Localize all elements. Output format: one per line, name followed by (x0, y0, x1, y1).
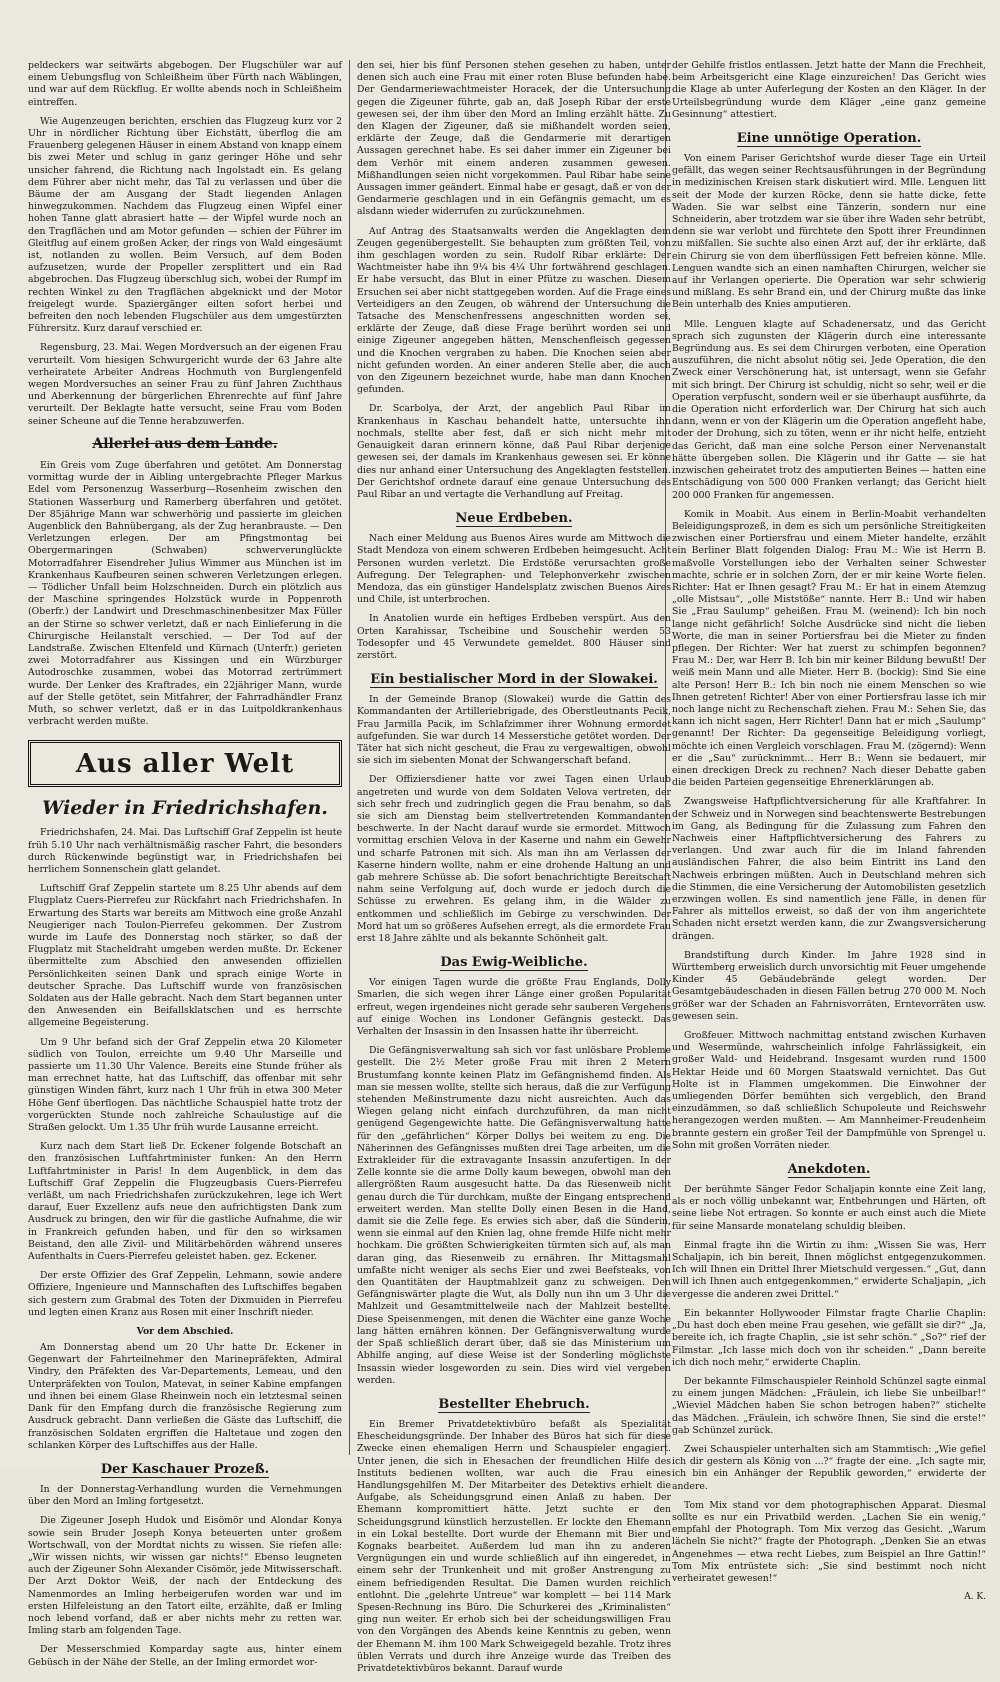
article-headline (357, 511, 671, 526)
article-text: In der Gemeinde Branop (Slowakei) wurde die Gattin des Kommandanten der Artilleriebrigade, des Oberstleutnants Pecik, Frau Jarmilla Pacik, im Schlafzimmer ihrer Wohnung ermordet aufgefunden. Sie war durch 14 Messerstiche getötet worden. Der Täter hat sich nicht gescheut, die Frau zu vergewaltigen, obwohl sie sich im siebenten Monat der Schwangerschaft befand. (357, 694, 671, 767)
article-text: Brandstiftung durch Kinder. Im Jahre 1928 sind in Württemberg erweislich durch unvorsichtig mit Feuer umgehende Kinder 45 Gebäudebrände gelegt worden. Der Gesamtgebäudeschaden in diesen Fällen betrug 270 000 M. Noch größer war der Schaden an Fahrnisvorräten, Erntevorräten usw. gewesen sein. (672, 949, 986, 1022)
article-text: Von einem Pariser Gerichtshof wurde dieser Tage ein Urteil gefällt, das wegen seiner Rechtsausführungen in der Begründung in medizinischen Kreisen stark diskutiert wird. Mlle. Lenguen litt seit der Mode der kurzen Röcke, denn sie hatte dicke, fette Waden. Sie war selbst eine Tänzerin, sondern nur eine Schneiderin, aber trotzdem war sie über ihre Waden sehr betrübt, denn sie war verlobt und fürchtete den Spott ihrer Freundinnen zu mißfallen. Sie suchte also einen Arzt auf, der ihr erklärte, daß ein Chirurg sie von dem überflüssigen Fett befreien könne. Mlle. Lenguen wandte sich an einen namhaften Chirurgen, welcher sie auf ihr Verlangen operierte. Die Operation war sehr schwierig und mißlang. Es sehr Brand ein, und der Chirurg mußte das linke Bein unterhalb des Knies amputieren. (672, 153, 986, 311)
headline-text: Anekdoten. (787, 1162, 871, 1178)
article-text: Der berühmte Sänger Fedor Schaljapin konnte eine Zeit lang, als er noch völlig unbekannt war, Entbehrungen und Härten, oft seine liebe Not ertragen. So konnte er auch einst auch die Miete für seine Mansarde monatelang schuldig bleiben. (672, 1184, 986, 1232)
article-text: Vor einigen Tagen wurde die größte Frau Englands, Dolly Smarlen, die sich wegen ihrer Länge einer großen Popularität erfreut, wegen irgendeines nicht gerade sehr sauberen Vergehens auf einige Wochen ins Londoner Gefängnis gesteckt. Das Verhalten der Insassin in den Insassen hatte ihr überreicht. (357, 977, 671, 1038)
article-text: Nach einer Meldung aus Buenos Aires wurde am Mittwoch die Stadt Mendoza von einem schweren Erdbeben heimgesucht. Acht Personen wurden verletzt. Die Erdstöße verursachten große Aufregung. Der Telegraphen- und Telephonverkehr zwischen Mendoza, das ein günstiger Handelsplatz zwischen Buenos Aires und Chile, ist unterbrochen. (357, 533, 671, 606)
headline-text: Das Ewig-Weibliche. (440, 955, 588, 971)
article-text: Ein bekannter Hollywooder Filmstar fragte Charlie Chaplin: „Du hast doch eben meine Frau gesehen, wie gefällt sie dir?“ „Ja, bereite ich, ich fragte Chaplin, „sie ist sehr schön.“ „So?“ rief der Filmstar. „Ich lasse mich doch von ihr scheiden.“ „Dann bereite ich dich noch mehr,“ erwiderte Chaplin. (672, 1307, 986, 1368)
article-text: Einmal fragte ihn die Wirtin zu ihm: „Wissen Sie was, Herr Schaljapin, ich bin bereit, Ihnen möglichst entgegenzukommen. Ich will Ihnen ein Drittel Ihrer Mietschuld vergessen.“ „Gut, dann will ich Ihnen auch entgegenkommen,“ erwiderte Schaljapin, „ich vergesse die anderen zwei Drittel.“ (672, 1239, 986, 1300)
article-text: Kurz nach dem Start ließ Dr. Eckener folgende Botschaft an den französischen Luftfahrtminister funken: An den Herrn Luftfahrtminister in Paris! In dem Augenblick, in dem das Luftschiff Graf Zeppelin die Flugzeugbasis Cuers-Pierrefeu verläßt, um nach Friedrichshafen zurückzukehren, lege ich Wert darauf, Euer Exzellenz aufs neue den aufrichtigsten Dank zum Ausdruck zu bringen, den wir für die gastliche Aufnahme, die wir in Frankreich gefunden haben, und für den so wirksamen Beistand, den alle Zivil- und Militärbehörden während unseres Aufenthalts in Cuers-Pierrefeu geleistet haben. gez. Eckener. (28, 1141, 342, 1263)
article-text: Der bekannte Filmschauspieler Reinhold Schünzel sagte einmal zu einem jungen Mädchen: „Fräulein, ich liebe Sie unbeilbar!“ „Wieviel Mädchen haben Sie schon betrogen haben?“ stichelte das Mädchen. „Fräulein, ich schwöre Ihnen, Sie sind die erste!“ gab Schünzel zurück. (672, 1375, 986, 1436)
article-headline (672, 1162, 986, 1177)
article-headline (672, 131, 986, 146)
article-text: Ein Greis vom Zuge überfahren und getötet. Am Donnerstag vormittag wurde der in Aibling untergebrachte Pfleger Markus Edel vom Personenzug Wasserburg—Rosenheim zwischen den Stationen Wasserburg und Ramerberg überfahren und getötet. Der 85jährige Mann war schwerhörig und passierte im gleichen Augenblick den Bahnübergang, als der Zug heranbrauste. — Den Verletzungen erlegen. Der am Pfingstmontag bei Obergermaringen (Schwaben) schwerverunglückte Motorradfahrer Eisendreher Julius Wimmer aus München ist im Krankenhaus Kaufbeuren seinen schweren Verletzungen erlegen. — Tödlicher Unfall beim Holzschneiden. Durch ein plötzlich aus der Maschine springendes Holzstück wurde in Poppenroth (Oberfr.) der Landwirt und Dreschmaschinenbesitzer Max Füller an der Stirne so schwer verletzt, daß er nach Einlieferung in die Chirurgische Heilanstalt verschied. — Der Tod auf der Landstraße. Zwischen Eltenfeld und Kürnach (Unterfr.) gerieten zwei Motorradfahrer aus Kissingen und ein Würzburger Autodroschke zusammen, wobei das Motorrad zertrümmert wurde. Der Lenker des Kraftrades, ein 22jähriger Mann, wurde auf der Stelle getötet, sein Mitfahrer, der Fahrradhändler Franz Muth, so schwer verletzt, daß er in das Luitpoldkrankenhaus verbracht werden mußte. (28, 459, 342, 728)
headline-text: Der Kaschauer Prozeß. (100, 1461, 270, 1477)
column-rule (349, 60, 350, 1455)
article-headline (357, 955, 671, 970)
article-text: Zwangsweise Haftpflichtversicherung für alle Kraftfahrer. In der Schweiz und in Norwegen sind beachtenswerte Bestrebungen im Gang, als Bedingung für die Zulassung zum Fahren den Nachweis einer Haftpflichtversicherung des Fahrers zu verlangen. Und zwar auch für die im Inland fahrenden ausländischen Fahrer, die also beim Eintritt ins Land den Nachweis erbringen müßten. Auch in Deutschland mehren sich die Stimmen, die eine Versicherung der Automobilisten gesetzlich erzwingen wollen. Es sind namentlich jene Fälle, in denen für Fahrer als mittellos erweist, so daß der von ihm angerichtete Schaden nicht ersetzt werden kann, die zur Zwangsversicherung drängen. (672, 796, 986, 942)
column-right (672, 60, 986, 1602)
headline-text: Eine unnötige Operation. (736, 131, 922, 147)
article-text: Friedrichshafen, 24. Mai. Das Luftschiff Graf Zeppelin ist heute früh 5.10 Uhr nach verhältnismäßig rascher Fahrt, die besonders durch Rückenwinde begünstigt war, in Friedrichshafen bei herrlichem Sonnenschein glatt gelandet. (28, 827, 342, 875)
article-text: In Anatolien wurde ein heftiges Erdbeben verspürt. Aus den Orten Karahissar, Tscheibine und Souschehir werden 53 Todesopfer und 45 Verwundete gemeldet. 800 Häuser sind zerstört. (357, 613, 671, 661)
article-text: Der Offiziersdiener hatte vor zwei Tagen einen Urlaub angetreten und wurde von dem Soldaten Velova vertreten, der sich sehr frech und zudringlich gegen die Frau benahm, so daß sie sich am Dienstag beim stellvertretenden Kommandanten beschwerte. In der Nacht darauf wurde sie ermordet. Mittwoch vormittag erschien Velova in der Kaserne und nahm ein Gewehr und scharfe Patronen mit sich. Als man ihn am Verlassen der Kaserne hindern wollte, nahm er eine drohende Haltung an und gab mehrere Schüsse ab. Die sofort benachrichtigte Bereitschaft nahm seine Verfolgung auf, doch wurde er jedoch durch die Schüsse zu erwehren. Es gelang ihm, in die Wälder zu entkommen und schließlich im Gebirge zu verschwinden. Der Mord hat um so größeres Aufsehen erregt, als die ermordete Frau erst 18 Jahre zählte und als bekannte Schönheit galt. (357, 774, 671, 944)
column-middle (357, 60, 671, 1682)
article-text: Zwei Schauspieler unterhalten sich am Stammtisch: „Wie gefiel ich dir gestern als König von ...?“ fragte der eine. „Ich sagte mir, ich bin ein Anhänger der Republik geworden,“ erwiderte der andere. (672, 1443, 986, 1492)
article-text: Komik in Moabit. Aus einem in Berlin-Moabit verhandelten Beleidigungsprozeß, in dem es sich um persönliche Streitigkeiten zwischen einer Portiersfrau und einem Mieter handelte, erzählt ein Berliner Blatt folgenden Dialog: Frau M.: Wie ist Herrn B. maßvolle Vorstellungen iebo der Verhalten seiner Schwester machte, schrie er in solchen Zorn, der er mir keine Worte fielen. Richter: Hat er Ihnen gesagt? Frau M.: Er hat in einem Atemzug „olle Mistsau“, „olle Miststöße“ nannte. Herr B.: Und wir haben Sie „Frau Saulump“ geheißen. Frau M. (weinend): Ich bin noch lange nicht gefährlich! Solche Ausdrücke sind nicht die lieben Worte, die man in seiner Portiersfrau bei die Mieter zu finden pflegen. Der Richter: Wer hat zuerst zu schimpfen begonnen? Frau M.: Der, war Herr B. Ich bin mir keiner Bildung bewußt! Der weiß mein Mann und alle Mieter. Herr B. (bockig): Sind Sie eine alte Person! Herr B.: Ich bin noch nie einem Menschen so wie Ihnen getreten! Richter! Aber von einer Portiersfrau lasse ich mir noch lange nicht zu Rechenschaft ziehen. Frau M.: Sehen Sie, das kann ich nicht sagen, Herr Richter! Dann hat er mich „Saulump“ genannt! Der Richter: Da gegenseitige Beleidigung vorliegt, möchte ich einen Vergleich vorschlagen. Frau M. (zögernd): Wenn er die „Sau“ zurücknimmt… Herr B.: Wenn sie bedauert, mir einen dreckigen Dreck zu rechnen? Nach dieser Debatte gaben die beiden Parteien gegenseitige Ehrenerklärungen ab. (672, 508, 986, 789)
section-banner: Aus aller Welt (28, 740, 342, 787)
section-heading: Allerlei aus dem Lande. (92, 435, 278, 452)
article-text: In der Donnerstag-Verhandlung wurden die Vernehmungen über den Mord an Imling fortgesetzt. (28, 1483, 342, 1508)
article-text: Wie Augenzeugen berichten, erschien das Flugzeug kurz vor 2 Uhr in nördlicher Richtung über Eichstätt, überflog die am Frauenberg gelegenen Häuser in einem Abstand von knapp einem bis zwei Meter und schlug in ganz geringer Höhe und sehr unsicher fahrend, die Richtung nach Ingolstadt ein. Es gelang dem Führer aber nicht mehr, das Tal zu verlassen und über die Bäume der am Ausgang der Stadt liegenden Anlagen hinwegzukommen. Nachdem das Flugzeug einen Wipfel einer hohen Tanne glatt abrasiert hatte — der Wipfel wurde noch an den Tragflächen und am Motor gefunden — schien der Führer im Gleitflug auf einem großen Acker, der rings von Wald eingesäumt ist, notlanden zu wollen. Beim Versuch, auf dem Boden aufzusetzen, wurde der Propeller zersplittert und ein Rad abgebrochen. Das Flugzeug überschlug sich, wobei der Rumpf im rechten Winkel zu den Tragflächen abgeknickt und der Motor freigelegt wurde. Spaziergänger eilten sofort herbei und befreiten den noch lebenden Flugschüler aus dem umgestürzten Führersitz. Kurz darauf verschied er. (28, 115, 342, 335)
article-text: Am Donnerstag abend um 20 Uhr hatte Dr. Eckener in Gegenwart der Fahrteilnehmer den Marinepräfekten, Admiral Vindry, den Präfekten des Var-Departements, Lemeau, und den Unterpräfekten von Toulon, Matevat, in seiner Kabine empfangen und ihnen bei einem Glase Rheinwein noch ein letztesmal seinen Dank für den Empfang durch die französische Regierung zum Ausdruck gebracht. Dann verließen die Gäste das Luftschiff, die französischen Soldaten ergriffen die Haltetaue und zogen den schlanken Körper des Luftschiffes aus der Halle. (28, 1342, 342, 1451)
article-headline: Wieder in Friedrichshafen. (42, 797, 328, 820)
article-text: Großfeuer. Mittwoch nachmittag entstand zwischen Kurhaven und Wesermünde, wahrscheinlich infolge Fahrlässigkeit, ein großer Wald- und Heidebrand. Insgesamt wurden rund 1500 Hektar Heide und 60 Morgen Staatswald vernichtet. Das Gut Holte ist in Flammen umgekommen. Die Einwohner der umliegenden Dörfer bemühten sich vergeblich, den Brand einzudämmen, so daß schließlich Schupoleute und Reichswehr herangezogen werden mußten. — Am Mannheimer-Freudenheim brannte gestern ein großer Teil der Dampfmühle von Sprengel u. Sohn mit großen Vorräten nieder. (672, 1030, 986, 1151)
article-text: Dr. Scarbolya, der Arzt, der angeblich Paul Ribar im Krankenhaus in Kaschau behandelt hatte, untersuchte ihn nochmals, stellte aber fest, daß er sich nicht mehr mit Genauigkeit daran erinnern könne, daß Paul Ribar derjenige gewesen sei, der damals im Krankenhaus gewesen sei. Er könne dies nur anhand einer Untersuchung des Angeklagten feststellen. Der Gerichtshof ordnete darauf eine genaue Untersuchung des Paul Ribar an und vertagte die Verhandlung auf Freitag. (357, 403, 671, 500)
article-text: Mlle. Lenguen klagte auf Schadenersatz, und das Gericht sprach sich zugunsten der Klägerin durch eine interessante Begründung aus. Es sei dem Chirurgen verboten, eine Operation auszuführen, die nicht absolut nötig sei. Jede Operation, die den Zweck einer Verschönerung hat, ist untersagt, wenn sie Gefahr mit sich bringt. Der Chirurg ist schuldig, nicht so sehr, weil er die Operation verpfuscht, sondern weil er sie überhaupt ausführte, da die Operation nicht erforderlich war. Der Chirurg hat sich auch dann, wenn er von der Klägerin um die Operation angefleht habe, oder der Drohung, sich zu töten, wenn er ihr nicht helfe, entzieht das Gericht, daß man eine solche Person einer Nervenanstalt hätte übergeben sollen. Die Klägerin und ihr Gatte — sie hat inzwischen geheiratet trotz des amputierten Beines — hatten eine Entschädigung von 500 000 Franken verlangt; das Gericht hielt 200 000 Franken für angemessen. (672, 318, 987, 501)
article-text: Die Zigeuner Joseph Hudok und Eisömör und Alondar Konya sowie sein Bruder Joseph Konya beteuerten unter großem Wortschwall, von der Mordtat nichts zu wissen. Sie riefen alle: „Wir wissen nichts, wir wissen gar nichts!“ Ebenso leugneten auch der Zigeuner Sohn Alexander Cisömör, jede Mitwisserschaft. Der Arzt Doktor Weiß, der nach der Entdeckung des Namenmordes an Imling herbeigerufen worden war und im ersten Hilfeleistung an den Tatort eilte, erzählte, daß er Imling noch lebend vorfand, daß er aber nichts mehr zu retten war. Imling starb am folgenden Tage. (28, 1515, 342, 1637)
headline-text: Neue Erdbeben. (455, 511, 573, 527)
headline-text: Ein bestialischer Mord in der Slowakei. (370, 672, 658, 688)
article-text: Der erste Offizier des Graf Zeppelin, Lehmann, sowie andere Offiziere, Ingenieure und Mannschaften des Luftschiffes begaben sich gestern zum Grabmal des Toten der Dixmuiden in Pierrefeu und legten einen Kranz aus Rosen mit einer Inschrift nieder. (28, 1270, 342, 1318)
subheading: Vor dem Abschied. (136, 1326, 234, 1338)
article-text: Um 9 Uhr befand sich der Graf Zeppelin etwa 20 Kilometer südlich von Toulon, erreichte um 9.40 Uhr Marseille und passierte um 11.30 Uhr Valence. Bereits eine Stunde früher als man errechnet hatte, hat das Luftschiff, das offenbar mit sehr günstigen Winden fährt, kurz nach 1 Uhr früh in etwa 300 Meter Höhe Genf überflogen. Das nächtliche Schauspiel hatte trotz der vorgerückten Stunde noch zahlreiche Schaulustige auf die Straßen gelockt. Um 1.35 Uhr früh wurde Lausanne erreicht. (28, 1036, 342, 1134)
article-text: Luftschiff Graf Zeppelin startete um 8.25 Uhr abends auf dem Flugplatz Cuers-Pierrefeu zur Rückfahrt nach Friedrichshafen. In Erwartung des Starts war bereits am Mittwoch eine große Anzahl Neugieriger nach Toulon-Pierrefeu gekommen. Der Zustrom wurde im Laufe des Donnerstag noch stärker, so daß der Flugplatz mit Stacheldraht umgeben werden mußte. Dr. Eckener übermittelte zum Abschied den anwesenden offiziellen Persönlichkeiten seinen Dank und sprach einige Worte in deutscher Sprache. Das Luftschiff wurde von französischen Soldaten aus der Halle gebracht. Nach dem Start begannen unter den Anwesenden ein Beifallsklatschen und es herrschte allgemeine Begeisterung. (28, 883, 342, 1029)
author-signature: A. K. (964, 1592, 986, 1603)
article-text: den sei, hier bis fünf Personen stehen gesehen zu haben, unter denen sich auch eine Frau mit einer roten Bluse befunden habe. Der Gendarmeriewachtmeister Horacek, der die Untersuchung gegen die Zigeuner führte, gab an, daß Joseph Ribar der erste gewesen sei, der ihm über den Mord an Imling erzählt hätte. Zu den Klagen der Zigeuner, daß sie mißhandelt worden seien, erklärte der Zeuge, daß die Gendarmerie mit derartigen Aussagen gerechnet habe. Es sei daher immer ein Zigeuner bei dem Verhör mit einem anderen zusammen gewesen. Mißhandlungen seien nicht vorgekommen. Paul Ribar habe seine Aussagen immer geändert. Einmal habe er gesagt, daß er von der Gendarmerie geschlagen und in ein Gefängnis gemacht, um es alsdann wieder widerrufen zu zurückzunehmen. (357, 60, 671, 218)
article-text: Regensburg, 23. Mai. Wegen Mordversuch an der eigenen Frau verurteilt. Vom hiesigen Schwurgericht wurde der 63 Jahre alte verheiratete Arbeiter Andreas Hochmuth von Burglengenfeld wegen Mordversuches an seiner Frau zu fünf Jahren Zuchthaus und Aberkennung der bürgerlichen Ehrenrechte auf fünf Jahre verurteilt. Der Beklagte hatte versucht, seine Frau vom Boden seiner Scheune auf die Tenne herabzuwerfen. (28, 342, 342, 427)
article-text: Tom Mix stand vor dem photographischen Apparat. Diesmal sollte es nur ein Privatbild werden. „Lachen Sie ein wenig,“ empfahl der Photograph. Tom Mix verzog das Gesicht. „Warum lächeln Sie nicht?“ fragte der Photograph. „Denken Sie an etwas Angenehmes — etwa recht Liebes, zum Beispiel an Ihre Gattin!“ Tom Mix entrüstete sich: „Sie sind bestimmt noch nicht verheiratet gewesen!“ (672, 1499, 986, 1584)
column-left (28, 60, 342, 1676)
article-text: peldeckers war seitwärts abgebogen. Der Flugschüler war auf einem Uebungsflug von Schleißheim über Fürth nach Wäblingen, und war auf dem Rückflug. Er wollte abends noch in Schleißheim eintreffen. (28, 60, 342, 108)
headline-text: Bestellter Ehebruch. (438, 1396, 590, 1412)
article-text: Auf Antrag des Staatsanwalts werden die Angeklagten dem Zeugen gegenübergestellt. Sie behaupten zum größten Teil, von ihm geschlagen worden zu sein. Rudolf Ribar erklärte: Der Wachtmeister habe ihn 9¼ bis 4¼ Uhr fortwährend geschlagen. Er habe versucht, das Blut in einer Pfütze zu waschen. Diesem Ersuchen sei aber nicht stattgegeben worden. Auf die Frage eines Verteidigers an den Zeugen, ob während der Untersuchung die Tatsache des Menschenfressens angeschnitten worden sei, erklärte der Zeuge, daß diese Frage berührt worden sei und einige Zigeuner angegeben hätten, Menschenfleisch gegessen und die Knochen vergraben zu haben. Die Knochen seien aber nicht gefunden worden. An einer anderen Stelle aber, die auch von den Zigeunern bezeichnet wurde, habe man dann Knochen gefunden. (357, 225, 671, 396)
article-text: Der Messerschmied Komparday sagte aus, hinter einem Gebüsch in der Nähe der Stelle, an der Imling ermordet wor- (28, 1644, 342, 1668)
article-text: Ein Bremer Privatdetektivbüro befaßt als Spezialität Ehescheidungsgründe. Der Inhaber des Büros hat sich für diese Zwecke einen ehemaligen Herrn und Schauspieler engagiert. Unter jenen, die sich in Ehesachen der freundlichen Hilfe des Instituts bedienen wollten, war auch die Frau eines Handlungsgehilfen M. Der Mitarbeiter des Detektivs erhielt die Aufgabe, als Scheidungsgrund einen Anlaß zu haben. Der Ehemann kompromittiert hätte. Jetzt suchte er den Scheidungsgrund künstlich herzustellen. Er lockte den Ehemann in ein Lokal bestellte. Dort wurde der Ehemann mit Bier und Kognaks bearbeitet. Außerdem lud man ihn zu anderen Vergnügungen ein und wurde schließlich auf ihn eingeredet, in einem sehr der Trunkenheit und mit großer Anstrengung zu einem befriedigenden Resultat. Die Damen wurden reichlich entlohnt. Die „gelehrte Untreue“ war komplett — bei 114 Mark Spesen-Rechnung ins Büro. Die Schurkerei des „Kriminalisten“ ging nun weiter. Er erhob sich bei der scheidungswilligen Frau von den Vorgängen des Abends keine Kenntnis zu geben, wenn der Ehemann M. ihm 100 Mark Schweigegeld bezahle. Trotz ihres üblen Verrats und durch ihre Anzeige wurde das Treiben des Privatdetektivbüros bekannt. Darauf wurde (357, 1418, 671, 1674)
article-headline (357, 1397, 671, 1412)
article-text: Die Gefängnisverwaltung sah sich vor fast unlösbare Probleme gestellt. Die 2½ Meter große Frau mit ihren 2 Metern Brustumfang konnte keinen Platz im Gefängnishemd finden. Als man sie messen wollte, stellte sich heraus, daß die zur Verfügung stehenden Meßinstrumente dazu nicht ausreichten. Auch das Wiegen gelang nicht einfach durchzuführen, da man nicht genügend Gegengewichte hatte. Die Gefängnisverwaltung hatte für den „gefährlichen“ Körper Dollys bei weitem zu eng. Die Näherinnen des Gefängnisses mußten drei Tage arbeiten, um die Extrakleider für die extravagante Insassin anzufertigen. In der Zelle konnte sie die arme Dolly kaum bewegen, obwohl man den allergrößten Raum ausgesucht hatte. Da das Riesenweib nicht genau durch die Tür durchkam, mußte der Eingang entsprechend erweitert werden. Man stellte Dolly einen Besen in die Hand, damit sie die Zelle fege. Es erwies sich aber, daß die Sünderin, wenn sie einmal auf den Knien lag, ohne fremde Hilfe nicht mehr hochkam. Die größten Schwierigkeiten türmten sich auf, als man daran ging, das Riesenweib zu ernähren. Ihr Mittagsmahl umfaßte nicht weniger als sechs Eier und zwei Beefsteaks, von den Quantitäten der Hauptmahlzeit ganz zu schweigen. Den Gefängniswärter plagte die Wut, als Dolly nun ihn um 3 Uhr die Mahlzeit und Gesamtmittelweile nach der Mahlzeit bestellte. Diese Speisenmengen, mit denen die Wächter eine ganze Woche lang hätten ernähren können. Der Gefängnisverwaltung wurde der Spaß schließlich derart über, daß sie das Ministerium um Abhilfe anging, auf diese Weise ist der Sonderling möglichste Insassin wieder losgeworden zu sein. Dies wird viel vergeben werden. (357, 1045, 671, 1386)
article-text: der Gehilfe fristlos entlassen. Jetzt hatte der Mann die Frechheit, beim Arbeitsgericht eine Klage einzureichen! Das Gericht wies die Klage ab unter Auferlegung der Kosten an den Kläger. In der Urteilsbegründung wurde dem Kläger „eine ganz gemeine Gesinnung“ attestiert. (672, 60, 986, 120)
article-headline (28, 1462, 342, 1477)
article-headline (357, 672, 671, 687)
